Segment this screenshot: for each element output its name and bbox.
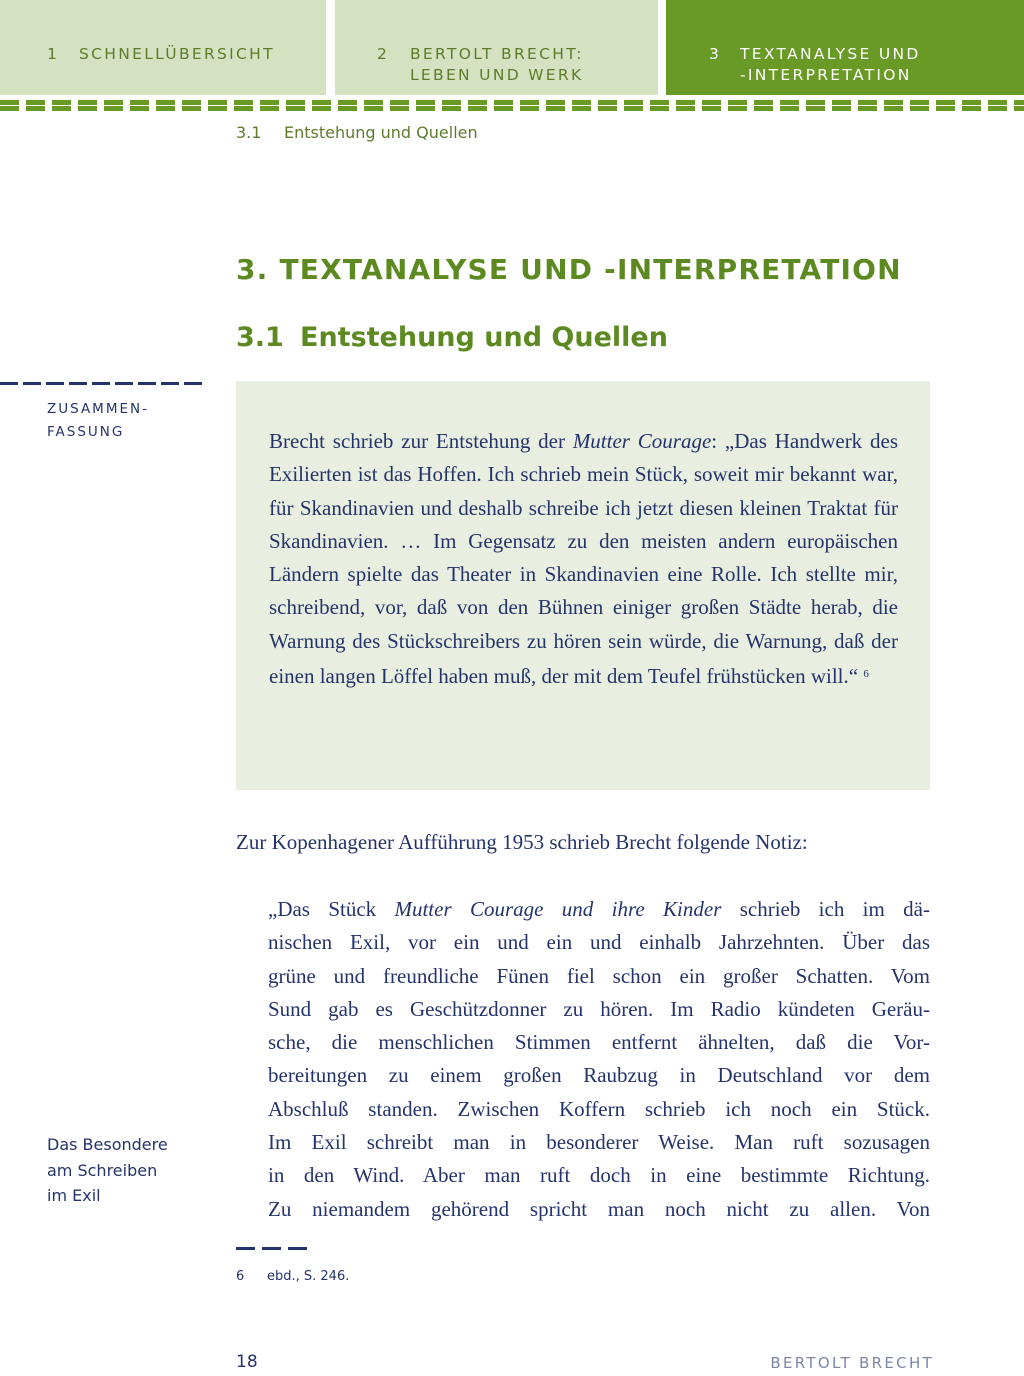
breadcrumb — [236, 123, 478, 142]
header-divider-bottom — [0, 106, 1024, 111]
quote-line: nischen Exil, vor ein und ein und einhalb Jahrzehnten. Über das — [268, 930, 930, 955]
intro-paragraph: Zur Kopenhagener Aufführung 1953 schrieb Brecht folgende Notiz: — [236, 830, 808, 854]
breadcrumb-label: Entstehung und Quellen — [284, 123, 478, 142]
margin-note-line1: Das Besondere — [47, 1135, 168, 1154]
quote-line: Sund gab es Geschützdonner zu hören. Im Radio kündeten Geräu- — [268, 996, 930, 1021]
footnote-divider — [236, 1247, 308, 1250]
section-title-text: Entstehung und Quellen — [300, 322, 668, 353]
quote-line1-before: „Das Stück — [268, 897, 395, 921]
tab-label: SCHNELLÜBERSICHT — [79, 45, 275, 63]
quote-line1-after: schrieb ich im dä- — [721, 897, 930, 921]
tab-label — [410, 44, 584, 86]
tab-number: 3 — [709, 45, 722, 63]
quote-line: Im Exil schreibt man in besonderer Weise. Man ruft sozusagen — [268, 1130, 930, 1155]
quote-line: bereitungen zu einem großen Raubzug in Deutschland vor dem — [268, 1063, 930, 1088]
summary-box — [236, 381, 930, 790]
quote-line — [268, 893, 930, 926]
quote-italic-title: Mutter Courage und ihre Kinder — [394, 897, 722, 921]
margin-summary-label — [47, 398, 149, 444]
summary-italic-title: Mutter Courage — [572, 429, 712, 453]
summary-text-before: Brecht schrieb zur Entstehung der — [269, 429, 573, 453]
margin-note-line3: im Exil — [47, 1186, 101, 1205]
page-number: 18 — [236, 1352, 258, 1372]
margin-divider — [0, 382, 206, 385]
quote-line: Abschluß standen. Zwischen Koffern schrieb ich noch ein Stück. — [268, 1096, 930, 1121]
tab-number: 1 — [47, 45, 60, 63]
quote-line: grüne und freundliche Fünen fiel schon ein großer Schatten. Vom — [268, 963, 930, 988]
tab-leben-und-werk[interactable] — [335, 0, 658, 95]
summary-text-after: : „Das Handwerk des Exilierten ist das Hoffen. Ich schrieb mein Stück, soweit mir bekannt war, für Skandinavien und deshalb schreibe ich jetzt diesen kleinen Traktat für Skandinavien. … Im Gegensatz zu den meisten andern europäischen Ländern spielte das Theater in Skandinavien eine Rolle. Ich stellte mir, schreibend, vor, daß von den Bühnen einiger großen Städte herab, die Warnung des Stückschreibers zu hören sein würde, die Warnung, daß der einen langen Löffel haben muß, der mit dem Teufel frühstücken will.“ — [269, 429, 898, 689]
tab-number: 2 — [377, 45, 390, 63]
quote-block — [268, 893, 930, 1226]
breadcrumb-number: 3.1 — [236, 123, 262, 142]
section-number: 3.1 — [236, 322, 284, 353]
quote-line: Zu niemandem gehörend spricht man noch nicht zu allen. Von — [268, 1196, 930, 1221]
margin-summary-line2: FASSUNG — [47, 424, 125, 440]
margin-note — [47, 1132, 168, 1209]
footnote — [236, 1269, 349, 1284]
summary-text — [269, 425, 898, 693]
tab-label — [740, 44, 921, 86]
footnote-number: 6 — [236, 1269, 245, 1284]
quote-line: in den Wind. Aber man ruft doch in eine bestimmte Richtung. — [268, 1163, 930, 1188]
running-footer-title: BERTOLT BRECHT — [770, 1354, 934, 1372]
margin-note-line2: am Schreiben — [47, 1160, 158, 1180]
header-divider-top — [0, 100, 1024, 105]
tab-schnelluebersicht[interactable] — [0, 0, 326, 95]
tab-textanalyse-active[interactable] — [666, 0, 1024, 95]
margin-summary-line1: ZUSAMMEN- — [47, 401, 149, 417]
chapter-title: 3. TEXTANALYSE UND -INTERPRETATION — [236, 253, 902, 286]
tab-label-line1: BERTOLT BRECHT: — [410, 45, 584, 63]
tab-label-line1: TEXTANALYSE UND — [740, 45, 921, 63]
summary-footnote-ref[interactable]: 6 — [863, 668, 869, 681]
footnote-text: ebd., S. 246. — [267, 1269, 350, 1284]
section-title — [236, 322, 668, 353]
quote-line: sche, die menschlichen Stimmen entfernt ähnelten, daß die Vor- — [268, 1030, 930, 1055]
tab-label-line2: -INTERPRETATION — [740, 66, 912, 84]
tab-label-line2: LEBEN UND WERK — [410, 66, 584, 84]
